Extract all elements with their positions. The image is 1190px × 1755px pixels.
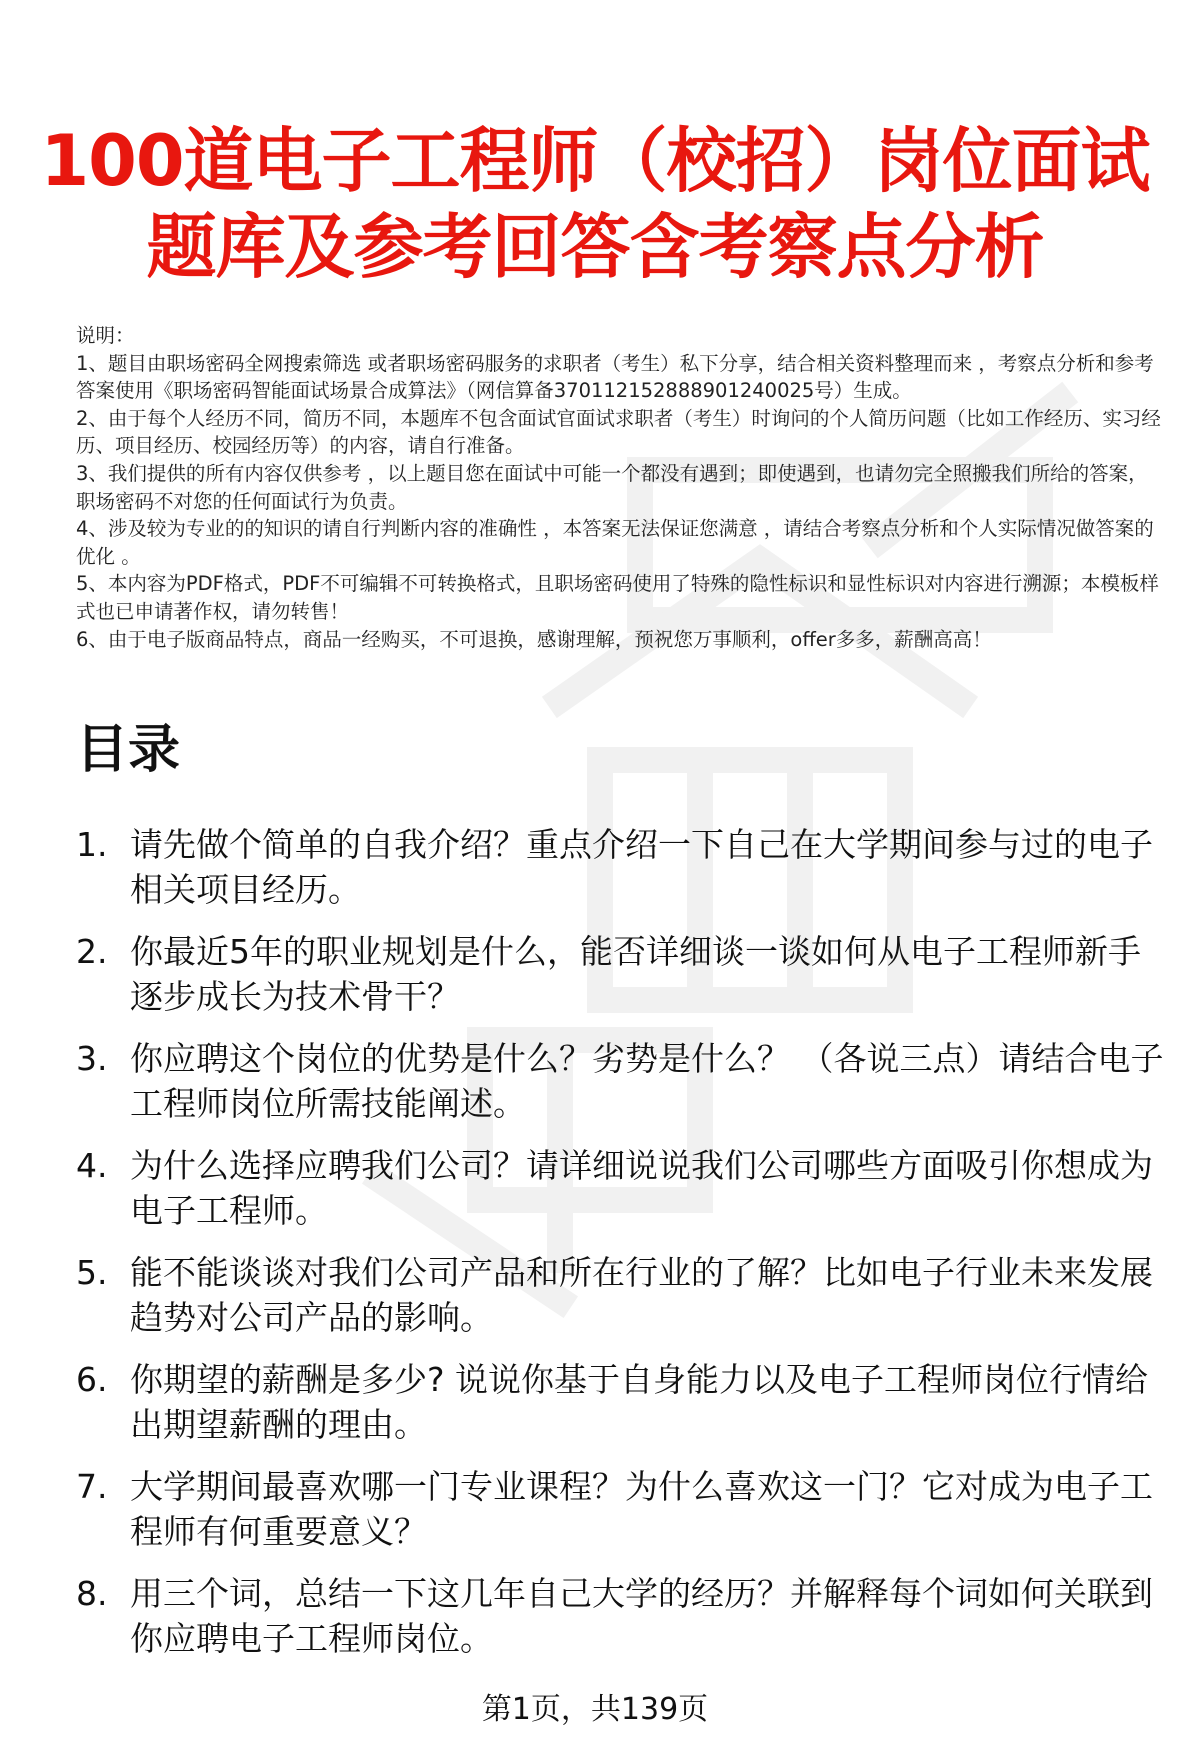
- toc-item-number: 8.: [76, 1574, 108, 1613]
- toc-list: [76, 822, 1166, 1678]
- toc-item-text: 你应聘这个岗位的优势是什么？劣势是什么？ （各说三点）请结合电子工程师岗位所需技能阐述。: [130, 1039, 1164, 1123]
- toc-item-text: 请先做个简单的自我介绍？重点介绍一下自己在大学期间参与过的电子相关项目经历。: [130, 825, 1153, 909]
- note-item: 4、涉及较为专业的的知识的请自行判断内容的准确性 ，本答案无法保证您满意 ，请结合考察点分析和个人实际情况做答案的优化 。: [76, 517, 1154, 568]
- notes-heading: 说明：: [76, 324, 135, 347]
- toc-item[interactable]: [76, 1357, 1166, 1447]
- toc-item-text: 用三个词，总结一下这几年自己大学的经历？并解释每个词如何关联到你应聘电子工程师岗位。: [130, 1574, 1153, 1658]
- toc-heading: 目录: [76, 720, 181, 780]
- notes-section: [76, 322, 1162, 653]
- document-title: [40, 118, 1150, 290]
- toc-item-text: 为什么选择应聘我们公司？请详细说说我们公司哪些方面吸引你想成为电子工程师。: [130, 1146, 1153, 1230]
- note-item: 5、本内容为PDF格式，PDF不可编辑不可转换格式，且职场密码使用了特殊的隐性标识和显性标识对内容进行溯源；本模板样式也已申请著作权，请勿转售！: [76, 572, 1159, 623]
- toc-item-text: 你最近5年的职业规划是什么，能否详细谈一谈如何从电子工程师新手逐步成长为技术骨干？: [130, 932, 1141, 1016]
- toc-item-text: 你期望的薪酬是多少? 说说你基于自身能力以及电子工程师岗位行情给出期望薪酬的理由。: [130, 1360, 1149, 1444]
- toc-item[interactable]: [76, 929, 1166, 1019]
- note-item: 3、我们提供的所有内容仅供参考 ，以上题目您在面试中可能一个都没有遇到；即使遇到，也请勿完全照搬我们所给的答案，职场密码不对您的任何面试行为负责。: [76, 461, 1148, 513]
- title-line-2: 题库及参考回答含考察点分析: [146, 206, 1044, 288]
- toc-item-number: 1.: [76, 825, 108, 864]
- toc-item[interactable]: [76, 1143, 1166, 1233]
- title-line-1: 100道电子工程师（校招）岗位面试: [40, 120, 1150, 202]
- toc-item-text: 大学期间最喜欢哪一门专业课程？为什么喜欢这一门？它对成为电子工程师有何重要意义？: [130, 1467, 1153, 1551]
- toc-item-number: 3.: [76, 1039, 108, 1078]
- toc-item-number: 5.: [76, 1253, 108, 1292]
- note-item: 1、题目由职场密码全网搜索筛选 或者职场密码服务的求职者（考生）私下分享，结合相关资料整理而来 ，考察点分析和参考答案使用《职场密码智能面试场景合成算法》（网信算备370112152888901240025号）生成。: [76, 351, 1154, 403]
- page-footer: 第1页，共139页: [481, 1692, 709, 1727]
- note-item: 2、由于每个人经历不同，简历不同，本题库不包含面试官面试求职者（考生）时询问的个人简历问题（比如工作经历、实习经历、项目经历、校园经历等）的内容，请自行准备。: [76, 406, 1161, 458]
- toc-item[interactable]: [76, 1250, 1166, 1340]
- toc-item[interactable]: [76, 1571, 1166, 1661]
- toc-item-text: 能不能谈谈对我们公司产品和所在行业的了解？比如电子行业未来发展趋势对公司产品的影响。: [130, 1253, 1153, 1337]
- toc-item-number: 7.: [76, 1467, 108, 1506]
- toc-item[interactable]: [76, 822, 1166, 912]
- toc-item-number: 4.: [76, 1146, 108, 1185]
- toc-item[interactable]: [76, 1036, 1166, 1126]
- toc-item-number: 6.: [76, 1360, 108, 1399]
- note-item: 6、由于电子版商品特点，商品一经购买，不可退换，感谢理解，预祝您万事顺利，offer多多，薪酬高高！: [76, 627, 992, 651]
- toc-item[interactable]: [76, 1464, 1166, 1554]
- toc-item-number: 2.: [76, 932, 108, 971]
